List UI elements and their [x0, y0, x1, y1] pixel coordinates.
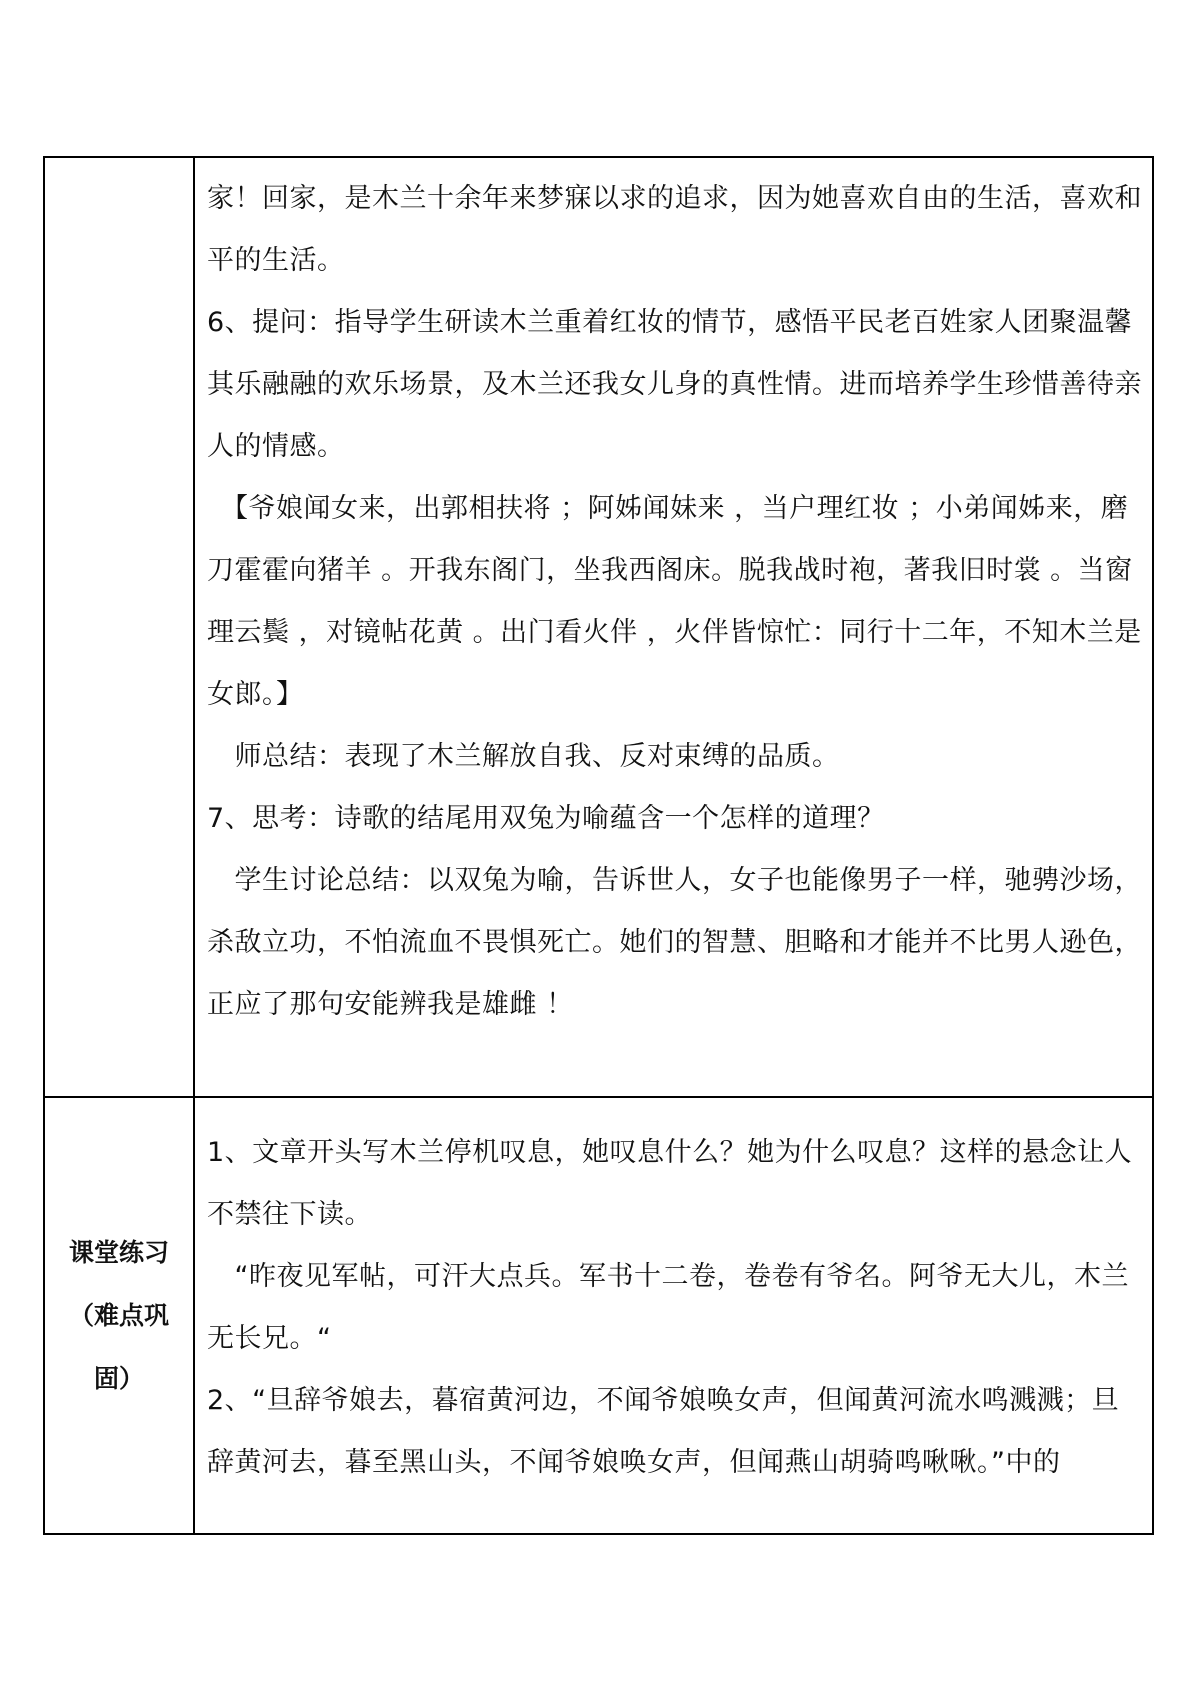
lesson-table [43, 156, 1154, 1535]
row2-content [195, 1098, 1152, 1494]
table-row [44, 157, 1153, 1097]
table-row [44, 1097, 1153, 1534]
row2-label-cell [44, 1097, 194, 1534]
paragraph: 师总结：表现了木兰解放自我、反对束缚的品质。 [207, 741, 840, 772]
paragraph: 7、思考：诗歌的结尾用双兔为喻蕴含一个怎样的道理？ [207, 803, 885, 834]
row1-label-cell [44, 157, 194, 1097]
row2-content-cell [194, 1097, 1153, 1534]
paragraph: 6、提问：指导学生研读木兰重着红妆的情节，感悟平民老百姓家人团聚温馨其乐融融的欢乐场景，及木兰还我女儿身的真性情。进而培养学生珍惜善待亲人的情感。 [207, 307, 1142, 462]
paragraph: “昨夜见军帖，可汗大点兵。军书十二卷，卷卷有爷名。阿爷无大儿，木兰无长兄。“ [207, 1261, 1129, 1354]
paragraph: 2、“旦辞爷娘去，暮宿黄河边，不闻爷娘唤女声，但闻黄河流水鸣溅溅；旦辞黄河去，暮至黑山头，不闻爷娘唤女声，但闻燕山胡骑鸣啾啾。”中的 [207, 1385, 1120, 1478]
paragraph: 【爷娘闻女来，出郭相扶将 ；阿姊闻妹来 ，当户理红妆 ；小弟闻姊来，磨刀霍霍向猪羊 。开我东阁门，坐我西阁床。脱我战时袍，著我旧时裳 。当窗理云鬓 ，对镜帖花黄 。出门看火伴 ，火伴皆惊忙：同行十二年，不知木兰是女郎。】 [207, 493, 1142, 710]
section-label: 课堂练习（难点巩固） [68, 1238, 169, 1393]
row1-content-cell [194, 157, 1153, 1097]
paragraph: 学生讨论总结：以双兔为喻，告诉世人，女子也能像男子一样，驰骋沙场，杀敌立功，不怕流血不畏惧死亡。她们的智慧、胆略和才能并不比男人逊色，正应了那句安能辨我是雄雌 ！ [207, 865, 1142, 1020]
paragraph: 1、文章开头写木兰停机叹息，她叹息什么？她为什么叹息？这样的悬念让人不禁往下读。 [207, 1137, 1133, 1230]
paragraph: 家！回家，是木兰十余年来梦寐以求的追求，因为她喜欢自由的生活，喜欢和平的生活。 [207, 183, 1142, 276]
row1-content [195, 158, 1152, 1036]
